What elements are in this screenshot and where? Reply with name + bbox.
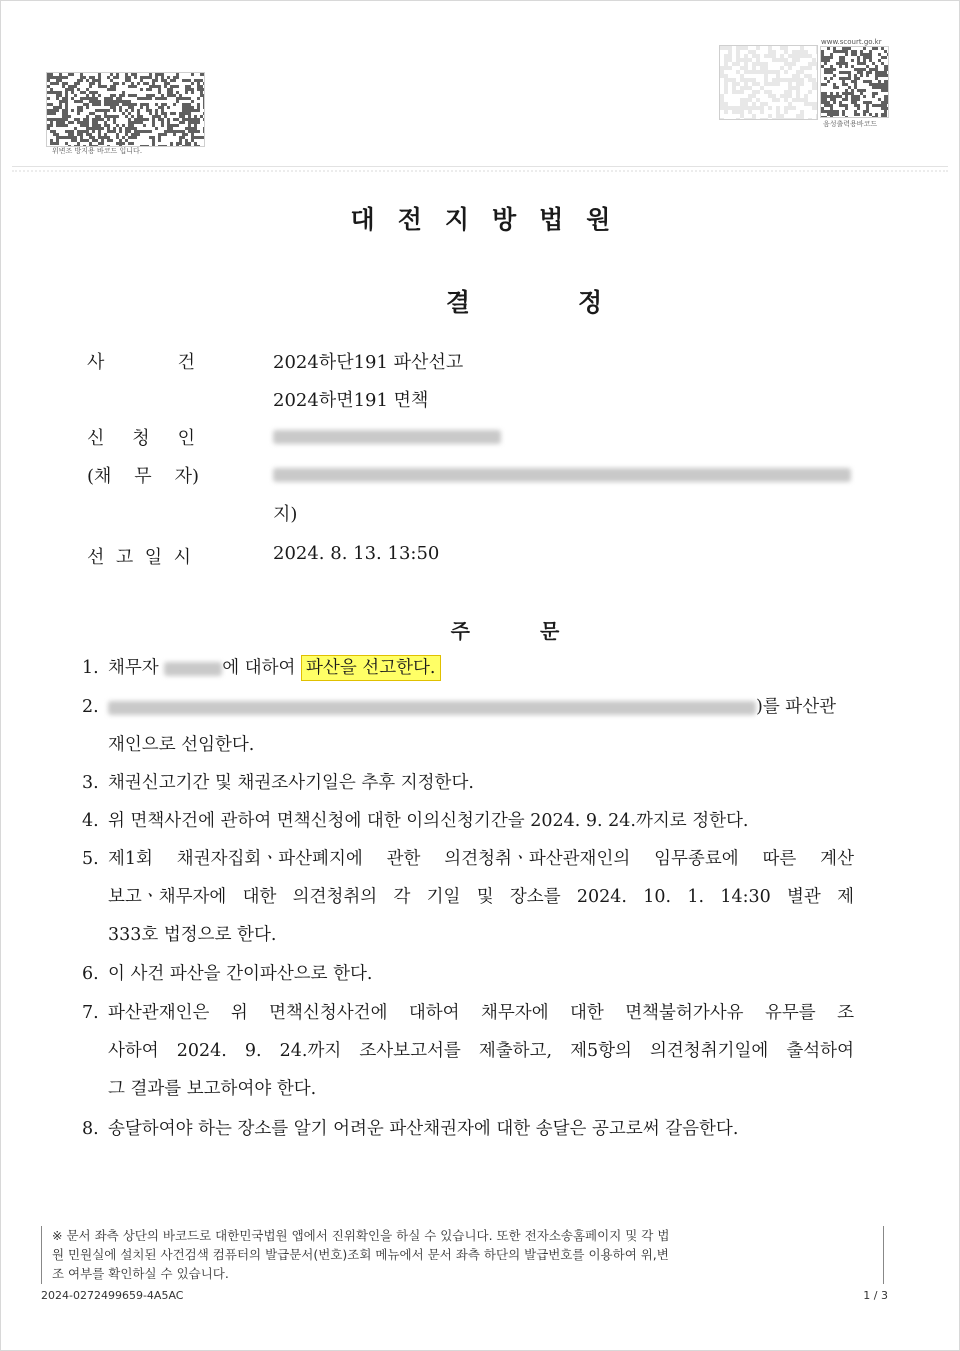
case-number-bankruptcy: 2024하단191 파산선고 (273, 352, 464, 373)
debtor-name-redacted (164, 662, 222, 676)
applicant-label: 신 청 인 (87, 428, 195, 449)
verification-notice: ※ 문서 좌측 상단의 바코드로 대한민국법원 앱에서 진위확인을 하실 수 있습니다. 또한 전자소송홈페이지 및 각 법 원 민원실에 설치된 사건검색 컴퓨터의 발급문서(번호)조회 메뉴에서 문서 좌측 하단의 발급번호를 이용하여 위,변 조 여부를 확인하실 수 있습니다. (41, 1226, 884, 1284)
order-item-8: 8. 송달하여야 하는 장소를 알기 어려운 파산채권자에 대한 송달은 공고로써 갈음한다. (82, 1119, 739, 1139)
order-item-7: 7. 파산관재인은 위 면책신청사건에 대하여 채무자에 대한 면책불허가사유 유무를 조 사하여 2024. 9. 24.까지 조사보고서를 제출하고, 제5항의 의견청취기일에 출석하여 그 결과를 보고하여야 한다. (82, 1003, 854, 1099)
order-item-5: 5. 제1회 채권자집회ㆍ파산폐지에 관한 의견청취ㆍ파산관재인의 임무종료에 따른 계산 보고ㆍ채무자에 대한 의견청취의 각 기일 및 장소를 2024. 10. 1. 14:30 별관 제 333호 법정으로 한다. (82, 849, 854, 945)
document-title: 결정 (445, 288, 711, 317)
verification-barcode-caption: 위변조 방지용 바코드 입니다. (52, 147, 143, 155)
trustee-info-redacted (108, 701, 756, 715)
header-divider-dotted (12, 170, 948, 172)
case-label: 사 건 (87, 352, 195, 373)
order-heading: 주문 (450, 619, 630, 643)
verification-barcode (46, 72, 205, 147)
issuance-number: 2024-0272499659-4A5AC (41, 1289, 184, 1302)
applicant-name-redacted (273, 426, 501, 447)
order-item-1: 1. 채무자 에 대하여 파산을 선고한다. (82, 649, 854, 687)
audio-barcode-caption: 음성출력용바코드 (823, 120, 878, 128)
order-item-6: 6. 이 사건 파산을 간이파산으로 한다. (82, 964, 373, 984)
audio-barcode (820, 46, 889, 118)
debtor-label: (채 무 자) (87, 466, 199, 487)
pronouncement-date-value: 2024. 8. 13. 13:50 (273, 543, 440, 564)
court-name: 대전지방법원 (350, 205, 634, 234)
order-item-4: 4. 위 면책사건에 관하여 면책신청에 대한 이의신청기간을 2024. 9. 24.까지로 정한다. (82, 811, 749, 831)
order-item-2: 2. )를 파산관 재인으로 선임한다. (82, 697, 837, 755)
case-number-discharge: 2024하면191 면책 (273, 390, 429, 411)
header-divider (12, 166, 948, 167)
pronouncement-date-label: 선 고 일 시 (87, 547, 191, 568)
page-indicator: 1 / 3 (863, 1289, 888, 1302)
bankruptcy-declaration-highlight: 파산을 선고한다. (301, 655, 440, 681)
debtor-address-redacted (273, 464, 851, 485)
scourt-url-caption: www.scourt.go.kr (821, 38, 882, 46)
order-item-3: 3. 채권신고기간 및 채권조사기일은 추후 지정한다. (82, 773, 474, 793)
debtor-address-tail: 지) (273, 504, 298, 525)
qr-barcode-blurred (719, 45, 818, 120)
